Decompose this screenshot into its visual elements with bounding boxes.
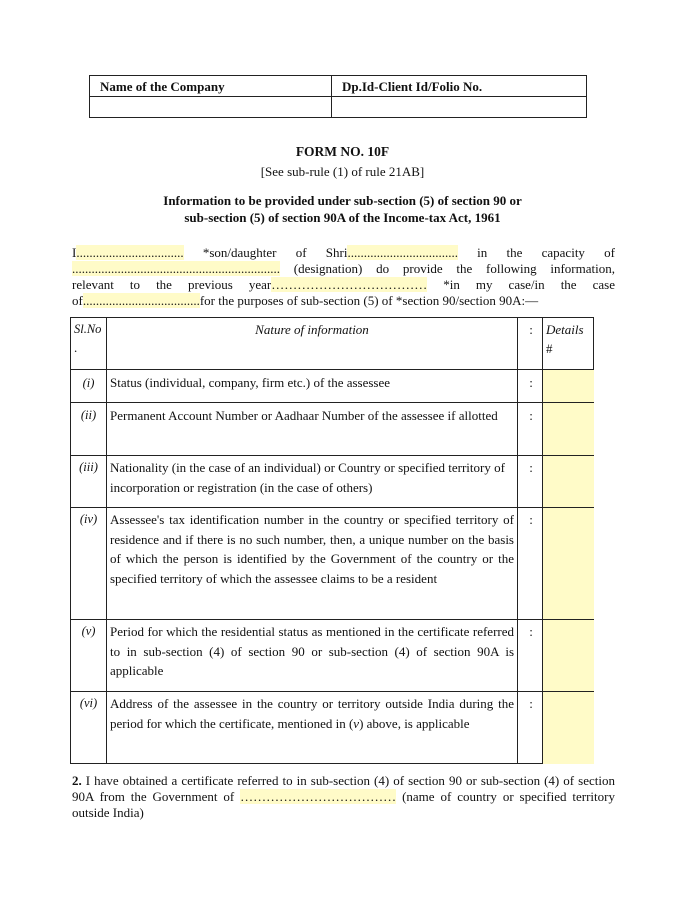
row-number: (i) (82, 376, 95, 390)
row-description: Period for which the residential status as mentioned in the certificate referred to in sub-section (4) of section 90 or sub-section (4) of section 90A is applicable (110, 624, 514, 678)
row-colon: : (529, 624, 533, 639)
company-name-header: Name of the Company (90, 76, 332, 97)
details-field-iv[interactable] (543, 508, 594, 619)
declaration-line-4: of....................................for the purposes of sub-section (5) of *section 90/section 90A:— (72, 293, 539, 308)
row-description: Permanent Account Number or Aadhaar Number of the assessee if allotted (110, 408, 498, 423)
row-divider (71, 369, 593, 370)
declaration-line-2: ................................................................ (designation) do provide the following information, (72, 261, 615, 276)
colon-header: : (529, 322, 533, 337)
father-name-field[interactable]: .................................. (347, 245, 458, 260)
row-number: (ii) (80, 408, 97, 422)
details-field-ii[interactable] (543, 403, 594, 455)
company-name-field[interactable] (90, 97, 332, 117)
details-field-iii[interactable] (543, 456, 594, 507)
designation-field[interactable]: ................................................................ (72, 261, 280, 276)
row-colon: : (529, 408, 533, 423)
row-divider (71, 619, 593, 620)
row-number: (iii) (79, 460, 98, 474)
nature-header: Nature of information (255, 322, 369, 337)
row-divider (71, 455, 593, 456)
form-subrule: [See sub-rule (1) of rule 21AB] (260, 164, 425, 179)
folio-number-field[interactable] (332, 97, 586, 117)
row-description: Status (individual, company, firm etc.) of the assessee (110, 375, 391, 390)
case-of-field[interactable]: .................................... (82, 293, 200, 308)
country-name-field[interactable]: ……………………………… (240, 789, 397, 804)
row-number: (v) (81, 624, 96, 638)
column-divider (517, 318, 518, 763)
row-colon: : (529, 375, 533, 390)
details-field-v[interactable] (543, 620, 594, 691)
row-number: (vi) (79, 696, 98, 710)
column-divider (106, 318, 107, 763)
row-colon: : (529, 512, 533, 527)
column-divider (542, 318, 543, 763)
details-header: Details (546, 322, 584, 337)
declaration-line-3: relevant to the previous year……………………………… *in my case/in the case (72, 277, 615, 292)
row-colon: : (529, 460, 533, 475)
form-info-line-2: sub-section (5) of section 90A of the Income-tax Act, 1961 (184, 210, 501, 225)
row-number: (iv) (79, 512, 98, 526)
previous-year-field[interactable]: ……………………………… (271, 277, 428, 292)
row-divider (71, 691, 593, 692)
sl-no-header: Sl.No (74, 322, 102, 336)
row-description: Address of the assessee in the country or territory outside India during the period for which the certificate, mentioned in (v) above, is applicable (110, 696, 514, 731)
details-header-hash: # (546, 341, 553, 356)
details-field-vi[interactable] (543, 692, 594, 764)
declaration-line-1: I................................. *son/daughter of Shri.................................. in the capacity of (72, 245, 615, 260)
row-description: Nationality (in the case of an individual) or Country or specified territory of incorporation or registration (in the case of others) (110, 460, 505, 495)
row-colon: : (529, 696, 533, 711)
row-description: Assessee's tax identification number in the country or specified territory of residence and if there is no such number, then, a unique number on the basis of which the person is identified by the Government of the country or the specified territory of which the assessee claims to be a resident (110, 512, 514, 586)
row-divider (71, 507, 593, 508)
assessee-name-field[interactable]: ................................. (76, 245, 184, 260)
form-title: FORM NO. 10F (295, 144, 390, 159)
company-info-table (89, 75, 587, 118)
row-divider (71, 402, 593, 403)
folio-number-header: Dp.Id-Client Id/Folio No. (332, 76, 586, 97)
paragraph-2: 2. I have obtained a certificate referred to in sub-section (4) of section 90 or sub-section (4) of section 90A from the Government of ……………………………… (name of country or specified territory outside India) (72, 773, 615, 820)
paragraph-number: 2. (72, 773, 82, 788)
form-info-line-1: Information to be provided under sub-section (5) of section 90 or (163, 193, 522, 208)
details-field-i[interactable] (543, 370, 594, 402)
sl-no-header-dot: . (74, 340, 78, 355)
information-table (70, 317, 594, 764)
